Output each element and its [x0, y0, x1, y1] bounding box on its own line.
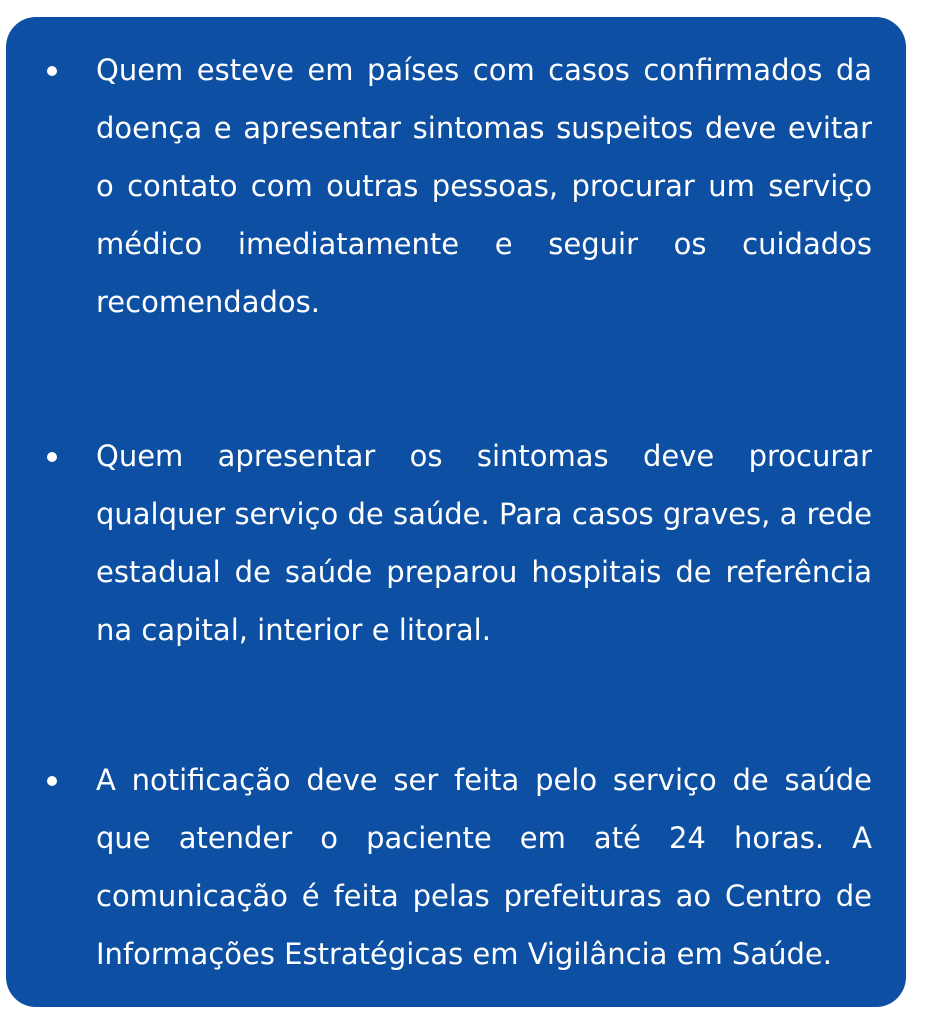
- bullet-icon: [47, 66, 57, 76]
- info-card: [6, 17, 906, 1007]
- bullet-icon: [47, 776, 57, 786]
- bullet-text: Quem esteve em países com casos confirmados da doença e apresentar sintomas suspeitos deve evitar o contato com outras pessoas, procurar um serviço médico imediatamente e seguir os cuidados recomendados.: [96, 53, 872, 319]
- bullet-icon: [47, 452, 57, 462]
- bullet-text: Quem apresentar os sintomas deve procurar qualquer serviço de saúde. Para casos graves, a rede estadual de saúde preparou hospitais de referência na capital, interior e litoral.: [96, 439, 872, 647]
- bullet-text: A notificação deve ser feita pelo serviço de saúde que atender o paciente em até 24 horas. A comunicação é feita pelas prefeituras ao Centro de Informações Estratégicas em Vigilância em Saúde.: [96, 763, 872, 971]
